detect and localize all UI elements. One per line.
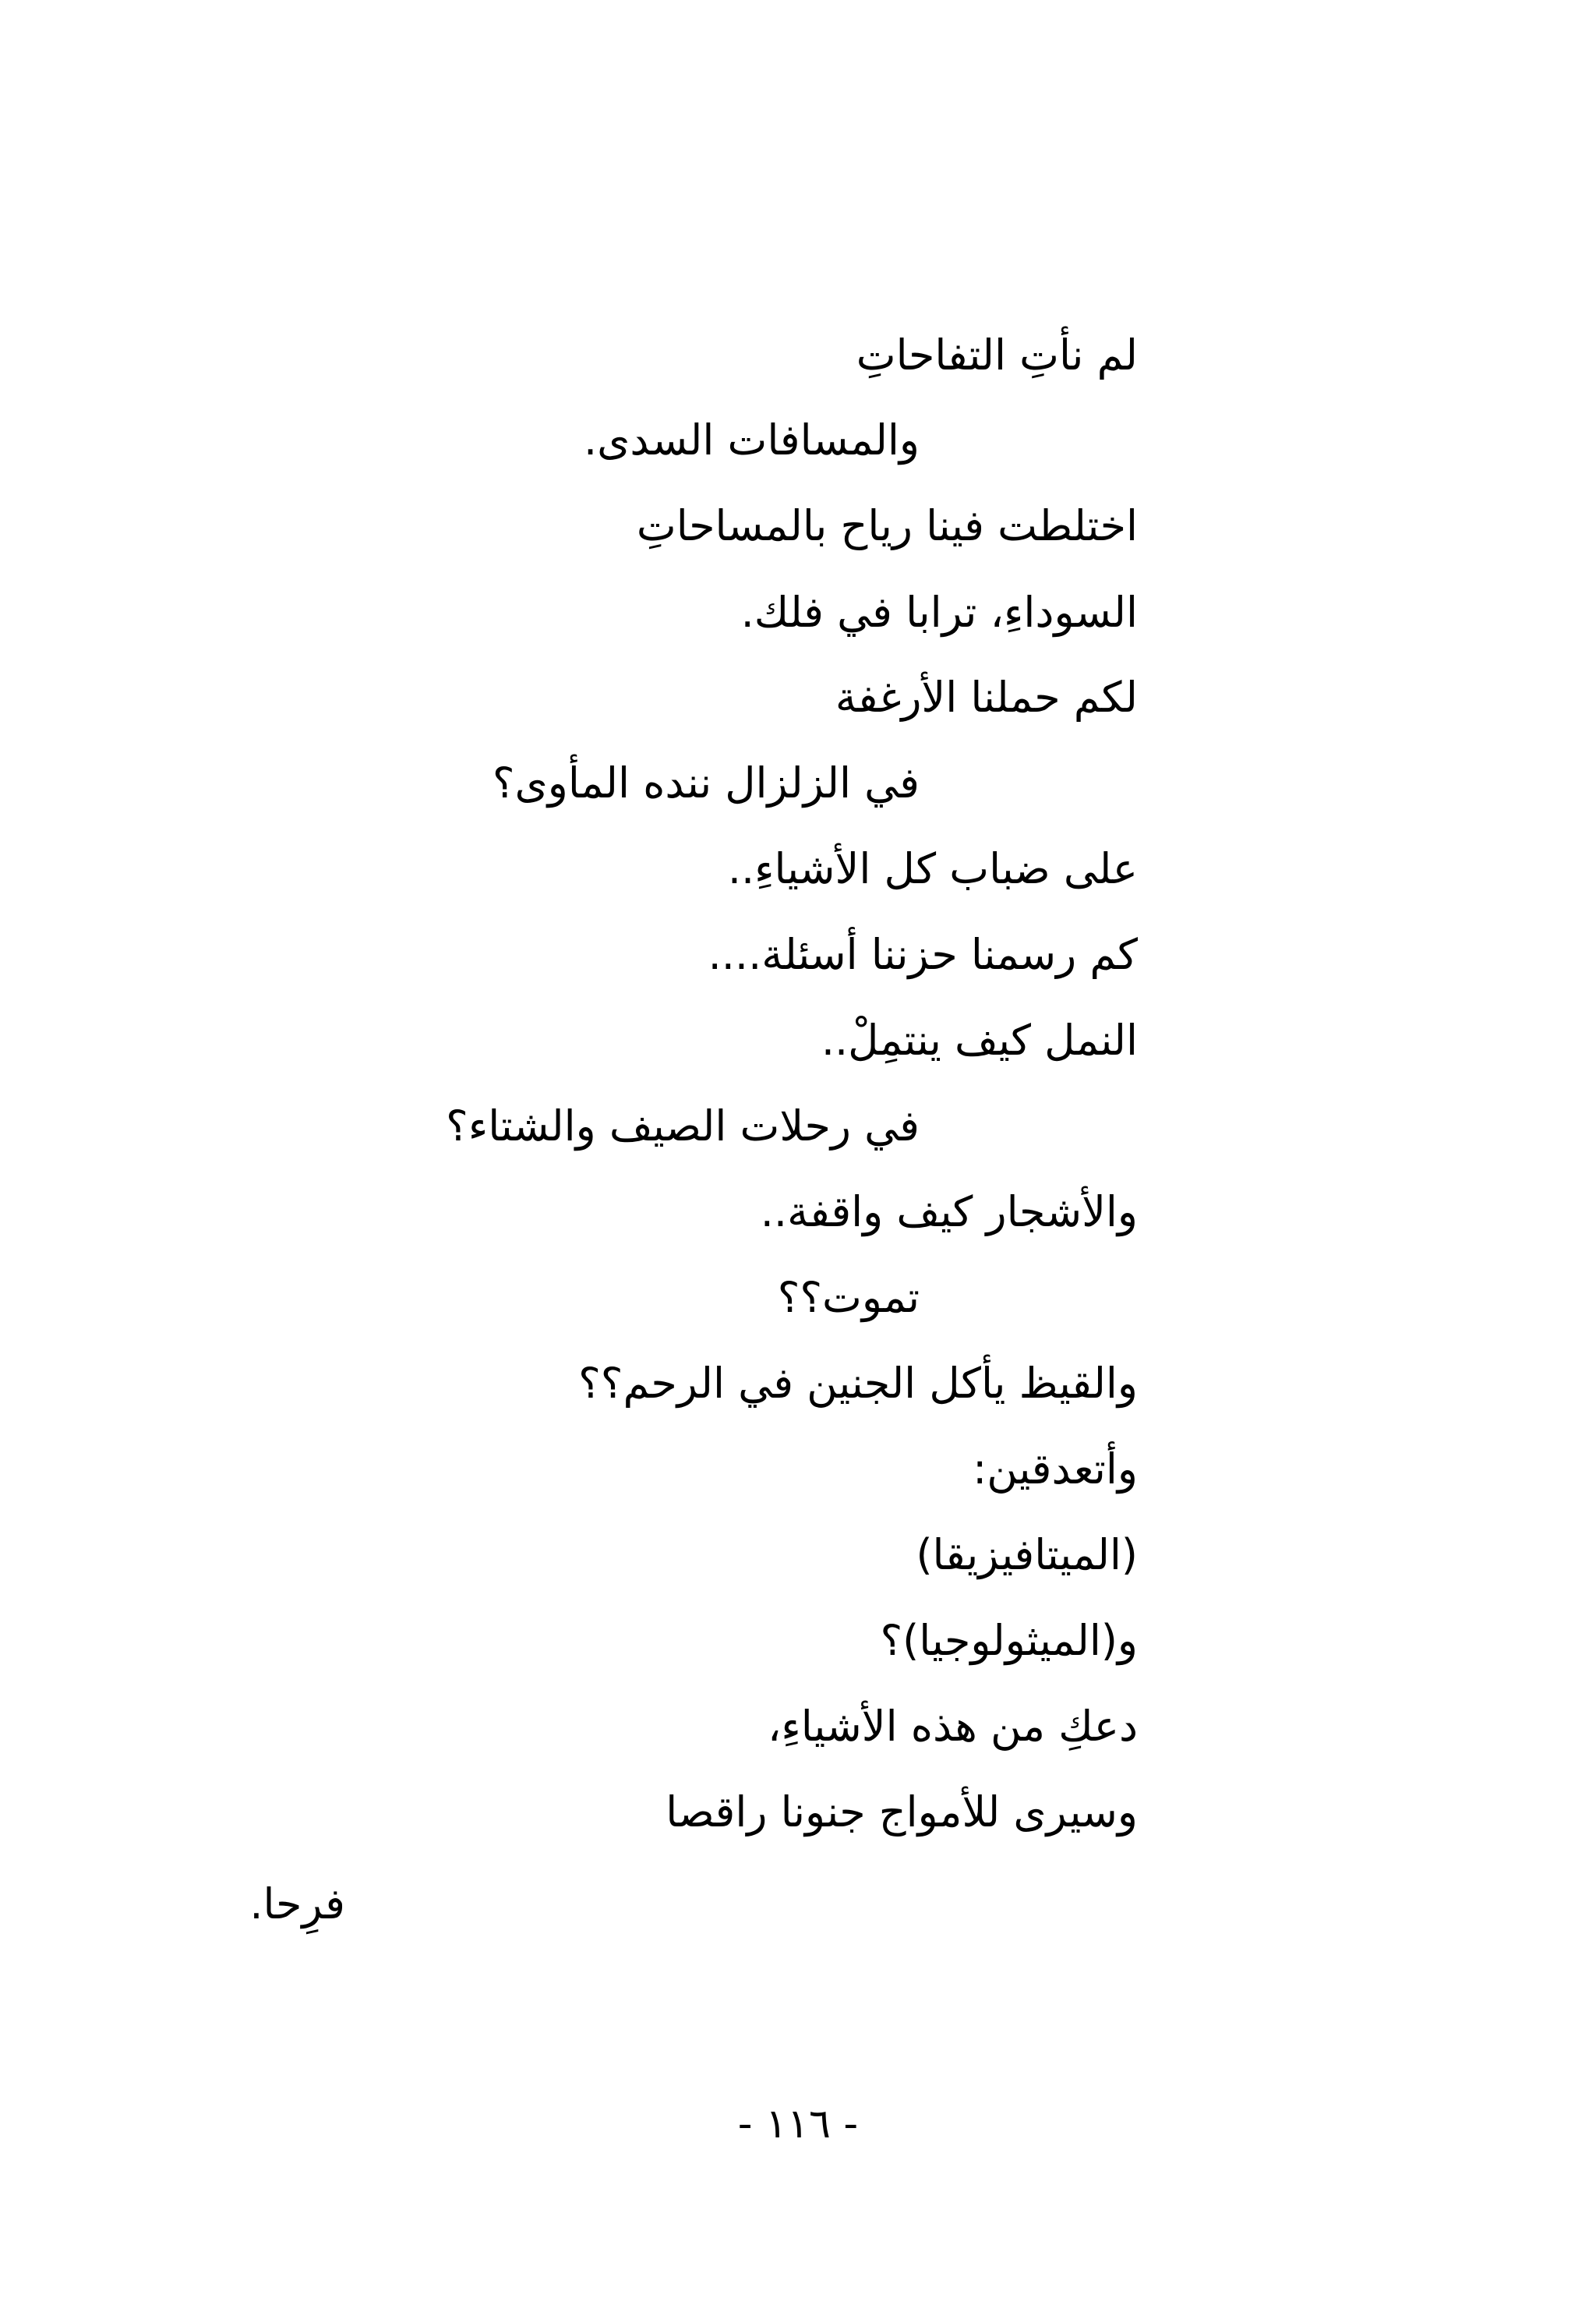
poem-line-14: وأتعدقين: bbox=[973, 1444, 1138, 1494]
page-number: - ١١٦ - bbox=[737, 2101, 859, 2148]
poem-line-18: وسيرى للأمواج جنونا راقصا bbox=[666, 1787, 1138, 1837]
poem-line-16: و(الميثولوجيا)؟ bbox=[880, 1616, 1138, 1665]
poem-line-5: لكم حملنا الأرغفة bbox=[835, 673, 1138, 722]
poem-line-6: في الزلزال ننده المأوى؟ bbox=[492, 758, 920, 808]
poem-line-13: والقيظ يأكل الجنين في الرحم؟؟ bbox=[578, 1359, 1138, 1408]
poem-line-7: على ضباب كل الأشياءِ.. bbox=[727, 844, 1138, 893]
poem-line-17: دعكِ من هذه الأشياءِ، bbox=[767, 1702, 1138, 1751]
poem-line-1: لم نأتِ التفاحاتِ bbox=[856, 331, 1138, 380]
poem-line-15: (الميتافيزيقا) bbox=[916, 1530, 1138, 1579]
poem-line-12: تموت؟؟ bbox=[777, 1273, 920, 1322]
poem-line-3: اختلطت فينا رياح بالمساحاتِ bbox=[636, 501, 1138, 550]
poem-line-4: السوداءِ، ترابا في فلك. bbox=[740, 588, 1138, 637]
poem-line-19: فرِحا. bbox=[249, 1879, 345, 1928]
poem-line-8: كم رسمنا حزننا أسئلة.... bbox=[708, 930, 1138, 979]
poem-line-11: والأشجار كيف واقفة.. bbox=[760, 1187, 1138, 1236]
poem-line-9: النمل كيف ينتمِلْ.. bbox=[821, 1016, 1138, 1065]
poem-line-2: والمسافات السدى. bbox=[583, 415, 920, 465]
poem-line-10: في رحلات الصيف والشتاء؟ bbox=[446, 1101, 920, 1151]
